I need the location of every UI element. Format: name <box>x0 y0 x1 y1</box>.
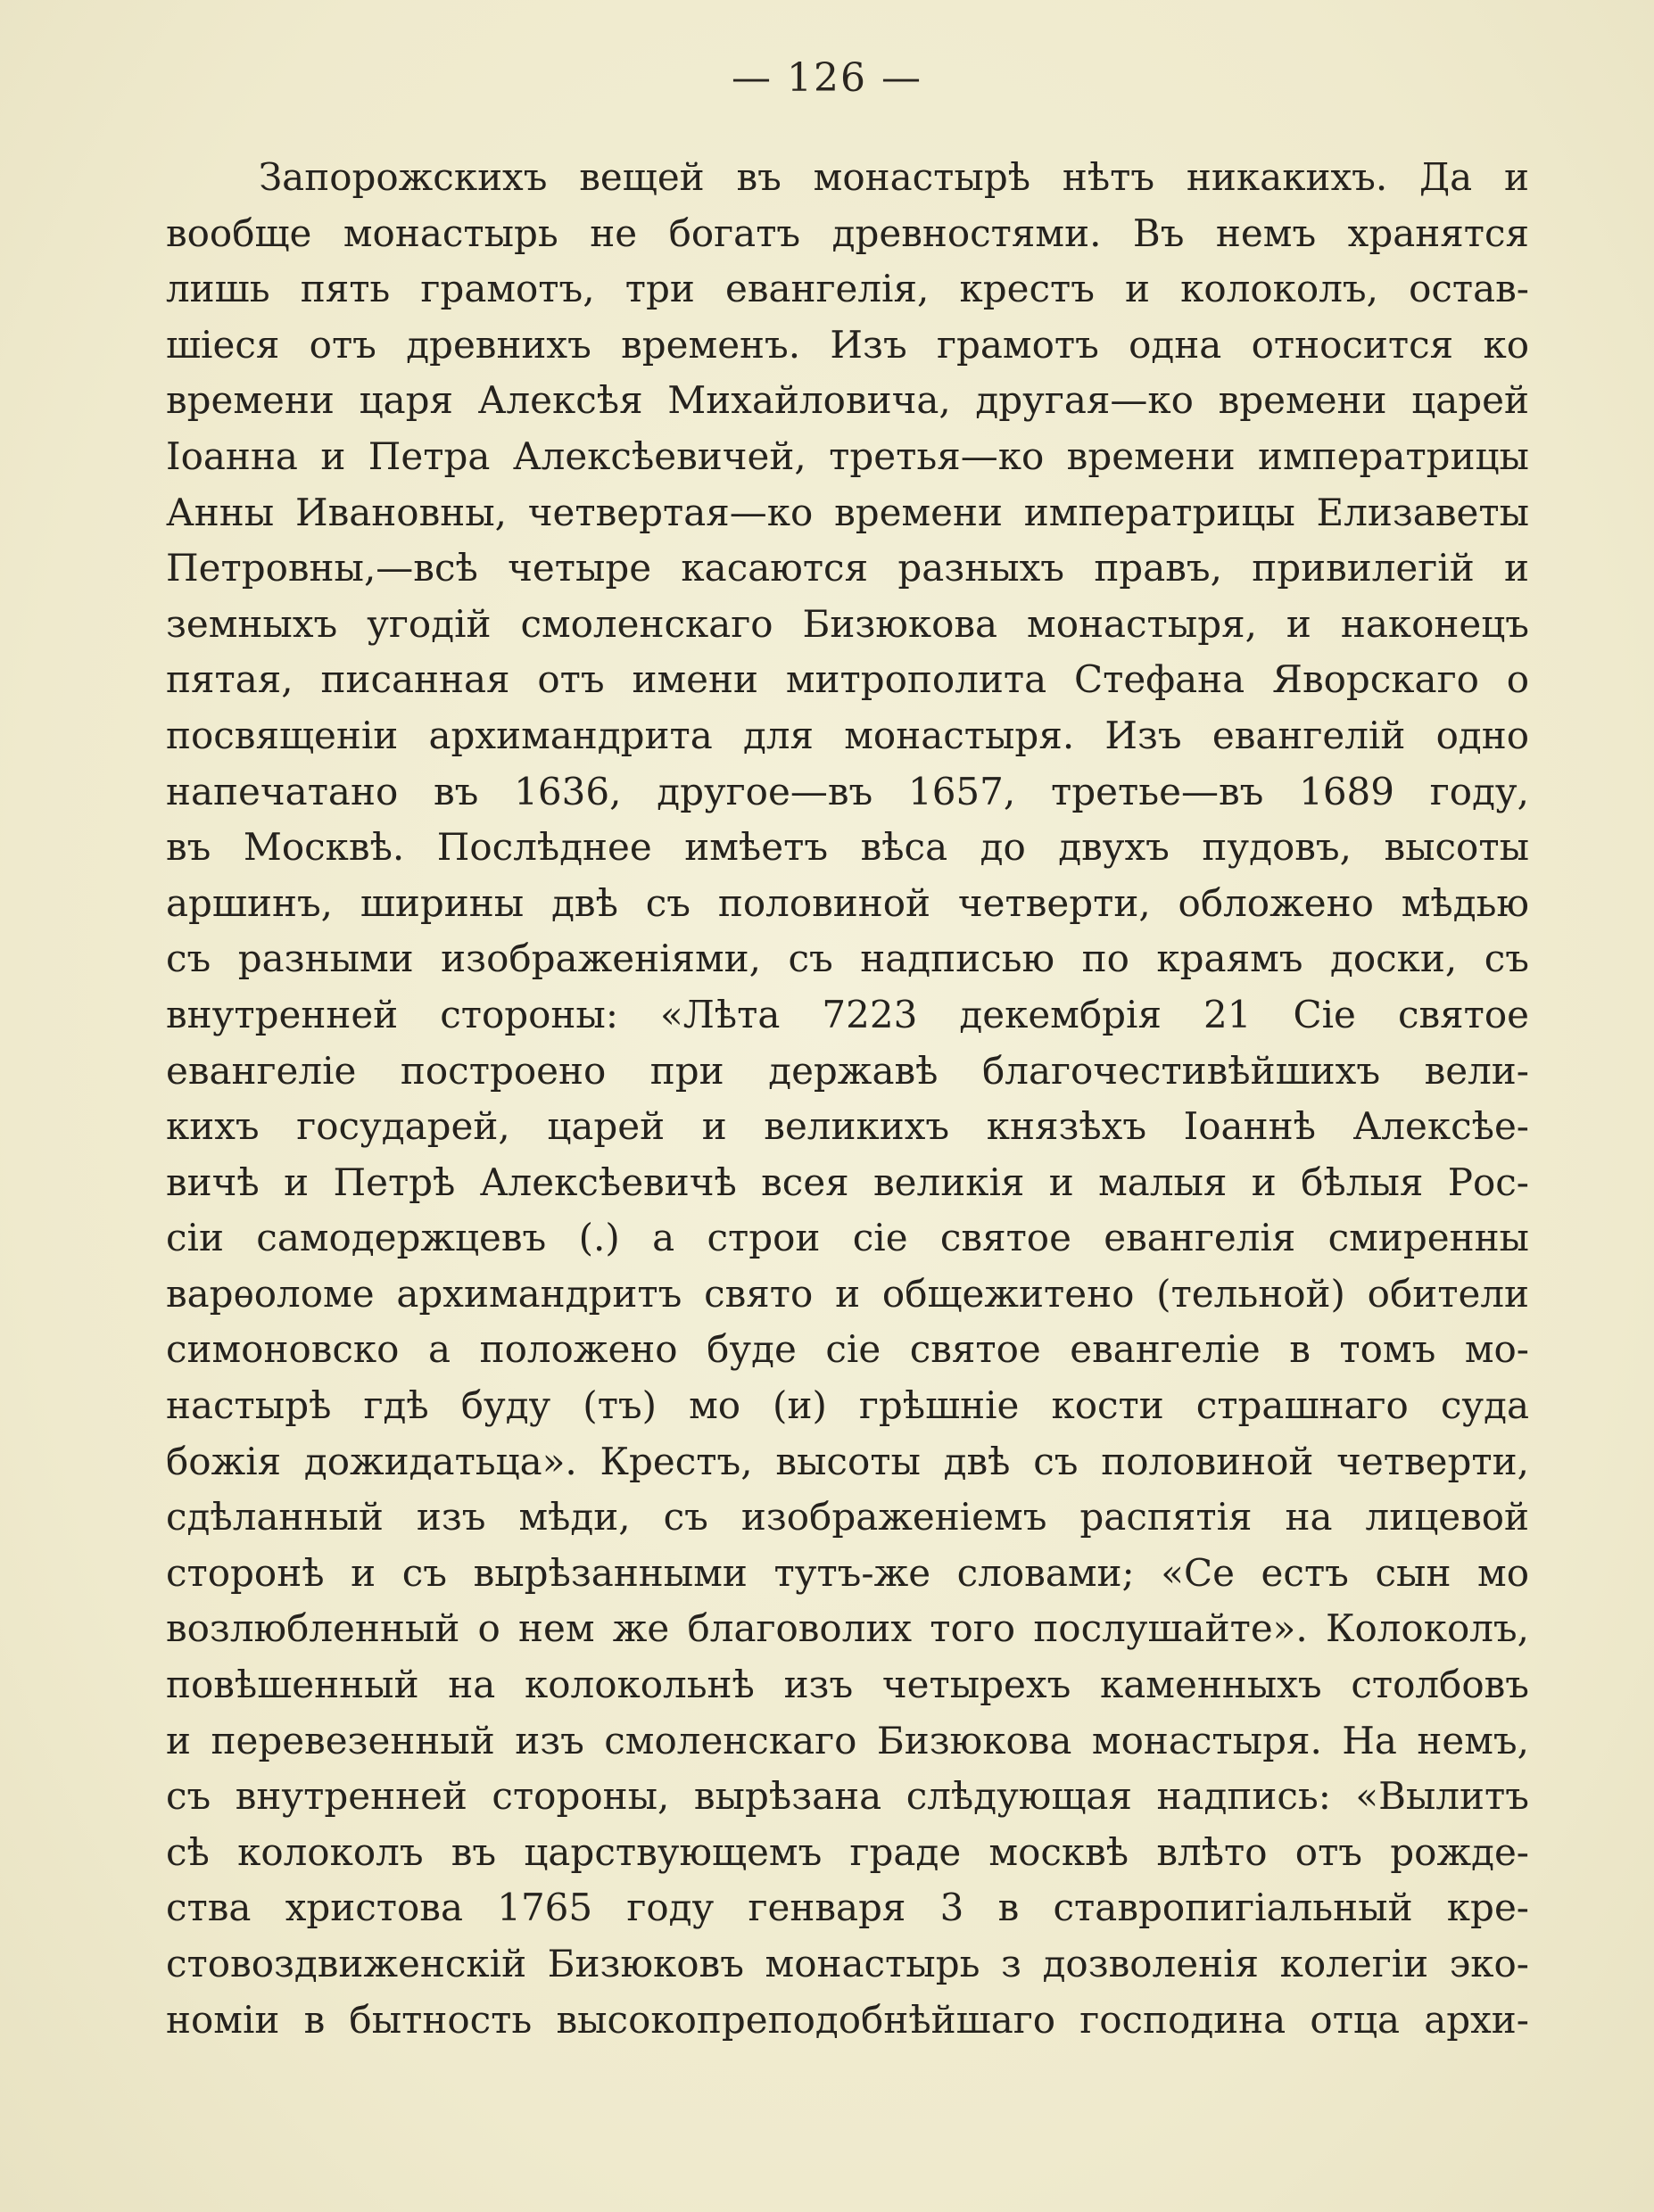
text-line: Іоанна и Петра Алексѣевичей, третья—ко времени императрицы <box>166 433 1529 478</box>
text-line: Запорожскихъ вещей въ монастырѣ нѣтъ никакихъ. Да и <box>259 155 1529 199</box>
text-line: въ Москвѣ. Послѣднее имѣетъ вѣса до двухъ пудовъ, высоты <box>166 825 1529 870</box>
text-line: вообще монастырь не богатъ древностями. Въ немъ хранятся <box>166 210 1529 255</box>
text-line: съ внутренней стороны, вырѣзана слѣдующая надпись: «Вылитъ <box>166 1774 1529 1819</box>
text-line: стовоздвиженскій Бизюковъ монастырь з дозволенія колегіи эко- <box>166 1942 1529 1985</box>
text-line: земныхъ угодій смоленскаго Бизюкова монастыря, и наконецъ <box>166 601 1529 646</box>
text-line: возлюбленный о нем же благоволих того послушайте». Колоколъ, <box>166 1606 1529 1651</box>
text-line: сдѣланный изъ мѣди, съ изображеніемъ распятія на лицевой <box>166 1495 1529 1539</box>
body-text <box>166 150 1529 2048</box>
text-line: сѣ колоколъ въ царствующемъ граде москвѣ влѣто отъ рожде- <box>166 1829 1529 1874</box>
text-line: вичѣ и Петрѣ Алексѣевичѣ всея великія и малыя и бѣлыя Рос- <box>166 1160 1529 1204</box>
text-line: варѳоломе архимандритъ свято и общежитено (тельной) обители <box>166 1271 1529 1316</box>
text-line: сторонѣ и съ вырѣзанными тутъ-же словами; «Се естъ сын мо <box>166 1550 1529 1595</box>
text-line: настырѣ гдѣ буду (тъ) мо (и) грѣшніе кости страшнаго суда <box>166 1383 1529 1428</box>
text-line: Петровны,—всѣ четыре касаются разныхъ правъ, привилегій и <box>166 546 1529 590</box>
text-line: симоновско а положено буде сіе святое евангеліе в томъ мо- <box>166 1327 1529 1372</box>
text-line: пятая, писанная отъ имени митрополита Стефана Яворскаго о <box>166 657 1529 702</box>
text-line: повѣшенный на колокольнѣ изъ четырехъ каменныхъ столбовъ <box>166 1663 1529 1707</box>
page-number: — 126 — <box>732 55 922 101</box>
text-line: и перевезенный изъ смоленскаго Бизюкова монастыря. На немъ, <box>166 1718 1529 1762</box>
text-line: евангеліе построено при державѣ благочестивѣйшихъ вели- <box>166 1048 1529 1093</box>
text-line: времени царя Алексѣя Михайловича, другая—ко времени царей <box>166 378 1529 423</box>
text-line: сіи самодержцевъ (.) а строи сіе святое евангелія смиренны <box>166 1216 1529 1260</box>
text-line: посвященіи архимандрита для монастыря. Изъ евангелій одно <box>166 713 1529 757</box>
text-line: лишь пять грамотъ, три евангелія, крестъ и колоколъ, остав- <box>166 267 1529 311</box>
text-line: напечатано въ 1636, другое—въ 1657, третье—въ 1689 году, <box>166 769 1529 813</box>
text-line: Анны Ивановны, четвертая—ко времени императрицы Елизаветы <box>166 490 1529 534</box>
text-line: шіеся отъ древнихъ временъ. Изъ грамотъ одна относится ко <box>166 322 1529 367</box>
text-line: аршинъ, ширины двѣ съ половиной четверти, обложено мѣдью <box>166 880 1529 925</box>
text-line: съ разными изображеніями, съ надписью по краямъ доски, съ <box>166 937 1529 981</box>
text-line: внутренней стороны: «Лѣта 7223 декембрія 21 Сіе святое <box>166 992 1529 1036</box>
text-line: кихъ государей, царей и великихъ князѣхъ Іоаннѣ Алексѣе- <box>166 1104 1529 1149</box>
text-line: ства христова 1765 году генваря 3 в ставропигіальный кре- <box>166 1886 1529 1930</box>
text-line: номіи в бытность высокопреподобнѣйшаго господина отца архи- <box>166 1997 1529 2042</box>
text-line: божія дожидатьца». Крестъ, высоты двѣ съ половиной четверти, <box>166 1439 1529 1483</box>
